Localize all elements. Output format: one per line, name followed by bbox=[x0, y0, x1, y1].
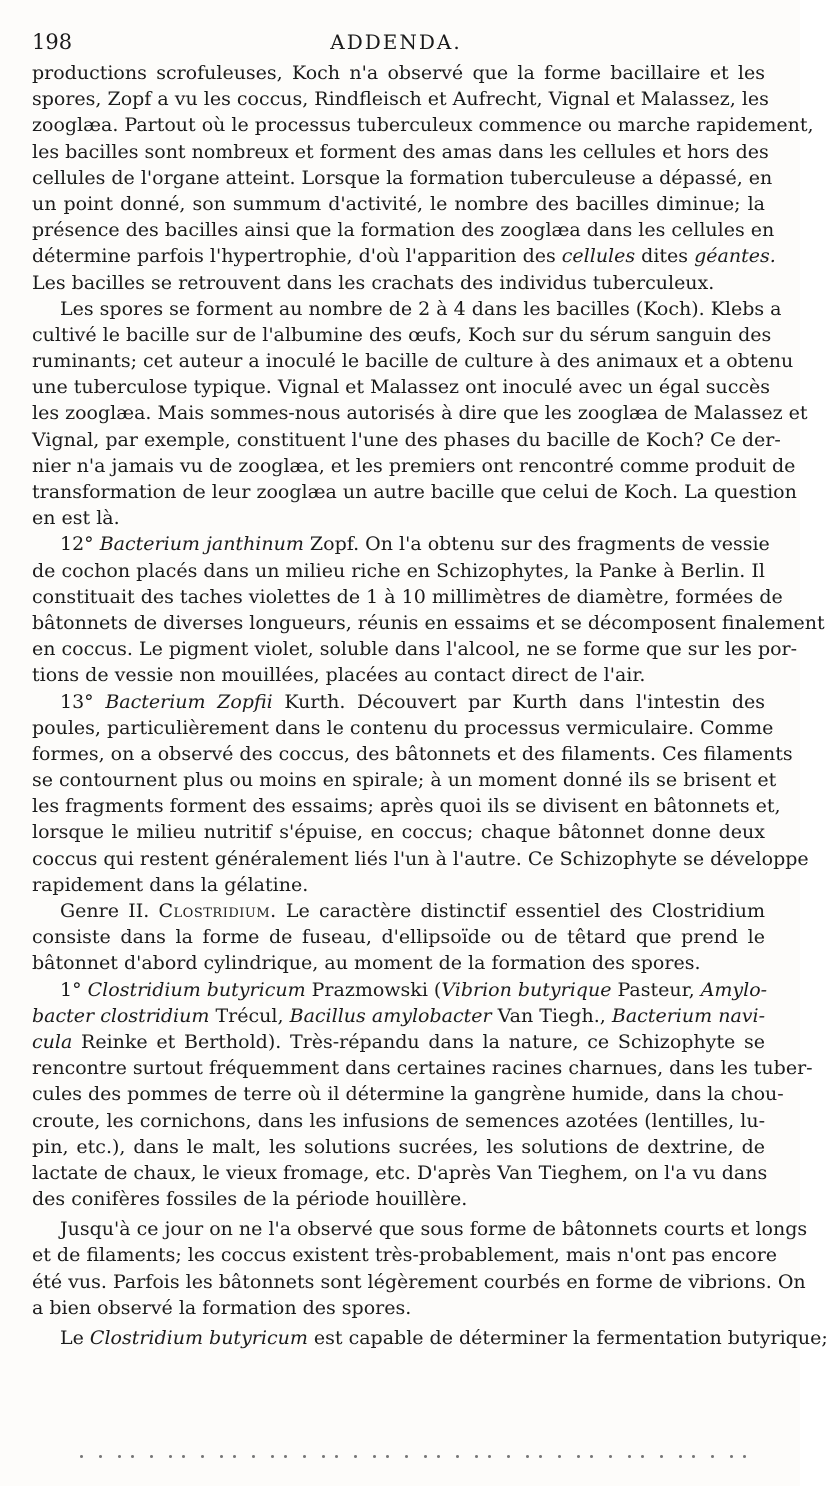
dot bbox=[526, 1455, 529, 1458]
text-line bbox=[32, 767, 777, 793]
text-run: et de filaments; les coccus existent très-probablement, mais n'ont pas encore bbox=[32, 1244, 778, 1267]
italic-term: Amylo- bbox=[700, 978, 768, 1001]
text-run: en coccus. Le pigment violet, soluble dans l'alcool, ne se forme que sur les por- bbox=[32, 638, 798, 661]
text-line bbox=[32, 1160, 768, 1186]
dot bbox=[354, 1455, 357, 1458]
page-number: 198 bbox=[32, 30, 73, 54]
dot bbox=[590, 1455, 593, 1458]
dot bbox=[424, 1455, 427, 1458]
text-line bbox=[32, 924, 765, 950]
text-run: des conifères fossiles de la période houillère. bbox=[32, 1188, 468, 1211]
dot bbox=[405, 1455, 408, 1458]
text-line bbox=[32, 139, 769, 165]
text-line bbox=[32, 243, 776, 269]
text-line bbox=[32, 191, 765, 217]
text-run: Les bacilles se retrouvent dans les crachats des individus tuberculeux. bbox=[32, 271, 715, 294]
running-head: ADDENDA. bbox=[330, 30, 462, 54]
text-line bbox=[32, 872, 765, 898]
text-run: poules, particulièrement dans le contenu du processus vermiculaire. Comme bbox=[32, 716, 774, 739]
text-run: rencontre surtout fréquemment dans certaines racines charnues, dans les tuber- bbox=[32, 1057, 813, 1080]
dot bbox=[692, 1455, 695, 1458]
text-run: pin, etc.), dans le malt, les solutions sucrées, les solutions de dextrine, de bbox=[32, 1135, 765, 1158]
dot bbox=[679, 1455, 682, 1458]
text-line bbox=[32, 270, 765, 296]
text-line bbox=[32, 1295, 765, 1321]
dot bbox=[131, 1455, 134, 1458]
text-run: a bien observé la formation des spores. bbox=[32, 1296, 412, 1319]
dot bbox=[303, 1455, 306, 1458]
text-run: zooglæa. Partout où le processus tuberculeux commence ou marche rapidement, bbox=[32, 114, 814, 137]
dot bbox=[118, 1455, 121, 1458]
text-line bbox=[32, 1134, 765, 1160]
text-line bbox=[32, 60, 765, 86]
dot bbox=[475, 1455, 478, 1458]
text-run: ruminants; cet auteur a inoculé le bacille de culture à des animaux et a obtenu bbox=[32, 350, 794, 373]
dot bbox=[169, 1455, 172, 1458]
text-line bbox=[32, 1216, 808, 1242]
dot bbox=[641, 1455, 644, 1458]
small-caps-term: Clostridium. bbox=[158, 900, 277, 922]
dot bbox=[609, 1455, 612, 1458]
text-run: Trécul, bbox=[209, 1004, 290, 1027]
text-run: un point donné, son summum d'activité, le nombre des bacilles diminue; la bbox=[32, 192, 765, 215]
italic-term: Bacterium Zopfii bbox=[105, 690, 273, 713]
text-line bbox=[32, 1055, 813, 1081]
dot bbox=[456, 1455, 459, 1458]
dot bbox=[711, 1455, 714, 1458]
dot bbox=[252, 1455, 255, 1458]
text-line bbox=[32, 1325, 828, 1351]
text-line bbox=[32, 1186, 765, 1212]
text-run: formes, on a observé des coccus, des bâtonnets et des filaments. Ces filaments bbox=[32, 742, 793, 765]
text-line bbox=[32, 1029, 765, 1055]
text-run: dites bbox=[635, 245, 695, 268]
dot bbox=[99, 1455, 102, 1458]
dot bbox=[539, 1455, 542, 1458]
text-line bbox=[32, 1081, 784, 1107]
text-line bbox=[32, 584, 783, 610]
text-run: Zopf. On l'a obtenu sur des fragments de vessie bbox=[303, 533, 770, 556]
italic-term: Vibrion butyrique bbox=[441, 978, 612, 1001]
text-run: lactate de chaux, le vieux fromage, etc. D'après Van Tieghem, on l'a vu dans bbox=[32, 1161, 768, 1184]
text-run: Kurth. Découvert par Kurth dans l'intestin des bbox=[272, 690, 765, 713]
text-line bbox=[32, 217, 775, 243]
text-run: transformation de leur zooglæa un autre bacille que celui de Koch. La question bbox=[32, 481, 797, 503]
dot bbox=[80, 1455, 83, 1458]
text-line bbox=[32, 505, 765, 531]
text-run: cules des pommes de terre où il détermine la gangrène humide, dans la chou- bbox=[32, 1083, 784, 1106]
text-run: est capable de déterminer la fermentation butyrique; bbox=[307, 1327, 828, 1349]
dot bbox=[660, 1455, 663, 1458]
body-text bbox=[32, 60, 828, 1351]
text-run: une tuberculose typique. Vignal et Malassez ont inoculé avec un égal succès bbox=[32, 376, 771, 399]
text-line bbox=[32, 819, 765, 845]
text-line bbox=[32, 715, 774, 741]
text-run: consiste dans la forme de fuseau, d'ellipsoïde ou de têtard que prend le bbox=[32, 926, 765, 949]
text-line bbox=[32, 1003, 765, 1029]
dot bbox=[577, 1455, 580, 1458]
text-line bbox=[32, 165, 773, 191]
page-header bbox=[32, 30, 760, 58]
dot bbox=[284, 1455, 287, 1458]
text-line bbox=[32, 112, 814, 138]
dot bbox=[322, 1455, 325, 1458]
text-line bbox=[32, 636, 798, 662]
text-run: tions de vessie non mouillées, placées au contact direct de l'air. bbox=[32, 664, 646, 687]
text-run: Les spores se forment au nombre de 2 à 4 dans les bacilles (Koch). Klebs a bbox=[60, 297, 782, 320]
text-line bbox=[32, 322, 772, 348]
text-line bbox=[32, 374, 771, 400]
text-line bbox=[32, 610, 825, 636]
dot bbox=[743, 1455, 746, 1458]
text-run: Genre II. bbox=[60, 900, 159, 922]
dot bbox=[558, 1455, 561, 1458]
text-run: les fragments forment des essaims; après quoi ils se divisent en bâtonnets et, bbox=[32, 795, 781, 818]
text-run: en est là. bbox=[32, 507, 120, 530]
text-run: les zooglæa. Mais sommes-nous autorisés à dire que les zooglæa de Malassez et bbox=[32, 402, 808, 425]
text-run: Van Tiegh., bbox=[491, 1004, 612, 1027]
text-run: Prazmowski ( bbox=[305, 978, 442, 1001]
dot bbox=[730, 1455, 733, 1458]
italic-term: bacter clostridium bbox=[32, 1004, 210, 1027]
text-run: les bacilles sont nombreux et forment des amas dans les cellules et hors des bbox=[32, 140, 769, 163]
text-run: rapidement dans la gélatine. bbox=[32, 873, 309, 896]
text-run: Vignal, par exemple, constituent l'une des phases du bacille de Koch? Ce der- bbox=[32, 428, 781, 451]
italic-term: Bacterium janthinum bbox=[99, 533, 304, 556]
dot bbox=[182, 1455, 185, 1458]
dot bbox=[373, 1455, 376, 1458]
text-line bbox=[32, 793, 781, 819]
italic-term: cula bbox=[32, 1030, 73, 1053]
dot bbox=[271, 1455, 274, 1458]
text-line bbox=[32, 348, 794, 374]
dot bbox=[150, 1455, 153, 1458]
text-run: de cochon placés dans un milieu riche en Schizophytes, la Panke à Berlin. Il bbox=[32, 559, 765, 582]
text-line bbox=[32, 296, 782, 322]
dot bbox=[201, 1455, 204, 1458]
text-run: spores, Zopf a vu les coccus, Rindfleisch et Aufrecht, Vignal et Malassez, les bbox=[32, 88, 769, 111]
text-line bbox=[32, 86, 769, 112]
dot bbox=[507, 1455, 510, 1458]
text-run: 13° bbox=[60, 690, 106, 713]
text-run: lorsque le milieu nutritif s'épuise, en coccus; chaque bâtonnet donne deux bbox=[32, 821, 765, 844]
text-run: se contournent plus ou moins en spirale; à un moment donné ils se brisent et bbox=[32, 769, 777, 792]
text-run: Pasteur, bbox=[611, 978, 701, 1001]
italic-term: cellules bbox=[561, 245, 636, 268]
text-line bbox=[32, 898, 765, 924]
text-line bbox=[32, 558, 765, 584]
text-run: Le bbox=[60, 1327, 90, 1349]
text-run: Reinke et Berthold). Très-répandu dans la nature, ce Schizophyte se bbox=[72, 1030, 765, 1053]
text-line bbox=[32, 400, 808, 426]
text-run: détermine parfois l'hypertrophie, d'où l'apparition des bbox=[32, 245, 562, 268]
text-line bbox=[32, 741, 793, 767]
dot bbox=[488, 1455, 491, 1458]
text-run: été vus. Parfois les bâtonnets sont légèrement courbés en forme de vibrions. On bbox=[32, 1270, 806, 1293]
text-line bbox=[32, 846, 809, 872]
text-run: Jusqu'à ce jour on ne l'a observé que sous forme de bâtonnets courts et longs bbox=[60, 1218, 808, 1241]
dot bbox=[335, 1455, 338, 1458]
text-run: 12° bbox=[60, 533, 100, 556]
italic-term: Bacterium navi- bbox=[611, 1004, 766, 1027]
text-line bbox=[32, 453, 796, 479]
dot bbox=[233, 1455, 236, 1458]
dot bbox=[437, 1455, 440, 1458]
dot bbox=[220, 1455, 223, 1458]
text-run: croute, les cornichons, dans les infusions de semences azotées (lentilles, lu- bbox=[32, 1109, 765, 1132]
dot bbox=[628, 1455, 631, 1458]
italic-term: Bacillus amylobacter bbox=[289, 1004, 492, 1027]
italic-term: Clostridium butyricum bbox=[87, 978, 306, 1001]
text-run: présence des bacilles ainsi que la formation des zooglæa dans les cellules en bbox=[32, 219, 775, 242]
text-run: bâtonnet d'abord cylindrique, au moment de la formation des spores. bbox=[32, 952, 701, 975]
text-run: cellules de l'organe atteint. Lorsque la formation tuberculeuse a dépassé, en bbox=[32, 166, 773, 189]
italic-term: géantes. bbox=[694, 245, 776, 268]
text-line bbox=[32, 531, 770, 557]
text-line bbox=[32, 1108, 765, 1134]
text-run: bâtonnets de diverses longueurs, réunis en essaims et se décomposent finalement bbox=[32, 611, 825, 634]
text-run: cultivé le bacille sur de l'albumine des œufs, Koch sur du sérum sanguin des bbox=[32, 323, 772, 346]
text-line bbox=[32, 1269, 806, 1295]
text-run: Le caractère distinctif essentiel des Clostridium bbox=[276, 900, 765, 922]
text-line bbox=[32, 427, 781, 453]
text-line bbox=[32, 662, 765, 688]
text-line bbox=[32, 1242, 778, 1268]
text-run: constituait des taches violettes de 1 à 10 millimètres de diamètre, formées de bbox=[32, 585, 783, 608]
text-run: 1° bbox=[60, 978, 88, 1001]
text-line bbox=[32, 479, 797, 505]
text-line bbox=[32, 977, 768, 1003]
print-artifact-dots bbox=[80, 1455, 760, 1463]
text-run: coccus qui restent généralement liés l'un à l'autre. Ce Schizophyte se développe bbox=[32, 847, 809, 870]
text-run: nier n'a jamais vu de zooglæa, et les premiers ont rencontré comme produit de bbox=[32, 454, 796, 477]
text-line bbox=[32, 950, 765, 976]
text-line bbox=[32, 689, 765, 715]
dot bbox=[386, 1455, 389, 1458]
text-run: productions scrofuleuses, Koch n'a observé que la forme bacillaire et les bbox=[32, 62, 765, 84]
italic-term: Clostridium butyricum bbox=[89, 1327, 308, 1349]
